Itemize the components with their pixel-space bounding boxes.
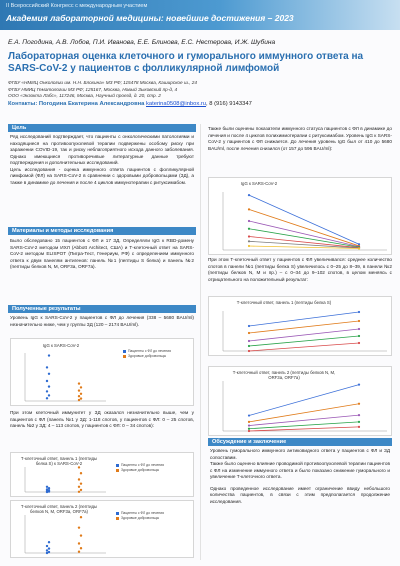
- data-point: [46, 549, 48, 551]
- affiliations: [8, 80, 393, 100]
- legend-label-hv: Здоровые добровольцы: [128, 354, 167, 358]
- chart-tcell-panel2-dynamics-title: Т-клеточный ответ, панель 2 (пептиды белков N, M, ORF3a, ORF7a): [232, 370, 336, 380]
- goal-paragraph-2: Цель исследования - оценка иммунного ответа пациентов с фолликулярной лимфомой (ФЛ) на SARS-CoV-2 в сравнении с здоровыми добровольцами (ЗД), а также в динамике до лечения и после 4 циклов иммунотерапии с ритуксимабом.: [10, 166, 194, 185]
- data-point: [248, 332, 250, 334]
- data-point: [78, 382, 80, 384]
- congress-title: Академия лабораторной медицины: новейшие достижения – 2023: [6, 13, 294, 23]
- section-heading-goal: Цель: [8, 124, 196, 132]
- data-point: [248, 220, 250, 222]
- data-point: [248, 350, 250, 352]
- data-point: [358, 414, 360, 416]
- conclusion-paragraph-3: Однако проведенное исследование имеет ограничение ввиду небольшого количества пациентов, в связи с этим предполагается продолжение исследования.: [210, 485, 390, 504]
- data-point: [248, 428, 250, 430]
- data-point: [358, 320, 360, 322]
- methods-text: Было обследовано 15 пациентов с ФЛ и 17 ЗД. Определяли IgG к RBD-домену SARS-CoV-2 методом ИХЛ (Abbott Architect, США) и Т-клеточный ответ на SARS-CoV-2 методом ELISPOT (Пигра-Тест, Генериум, РФ) с определением иммунного ответа к двум панелям антигенов: панель №1 (пептиды S белка) и панель №2 (пептиды белков N, M, ORF3a, ORF7a).: [10, 238, 194, 269]
- chart-tcell-panel1-dynamics-title: Т-клеточный ответ, панель 1 (пептиды белка S): [236, 300, 332, 305]
- data-point: [248, 430, 250, 432]
- data-point: [48, 551, 50, 553]
- congress-header: [0, 0, 400, 30]
- data-point: [80, 397, 82, 399]
- data-point: [248, 235, 250, 237]
- data-point: [46, 366, 48, 368]
- legend-label-fl: Пациенты с ФЛ до лечения: [121, 511, 164, 515]
- data-point: [80, 482, 82, 484]
- chart-igg-comparison: [10, 338, 194, 406]
- dynamics-text-1: Также были оценены показатели иммунного статуса пациентов с ФЛ в динамике до лечения и после 4 циклов полихимиотерапии с ритуксимабом. Уровень IgG к SARS-CoV-2 у пациентов с ФЛ снижается. До лечения уровень IgG был от 410 до 5680 BAU/ml, после лечения снизился (от 157 до 596 BAU/ml):: [208, 126, 392, 151]
- chart-tcell-panel1-comparison: [10, 452, 194, 497]
- data-point: [78, 395, 80, 397]
- data-point: [46, 390, 48, 392]
- data-point: [78, 542, 80, 544]
- data-point: [48, 547, 50, 549]
- chart-tcell-panel1-dynamics: [208, 296, 392, 356]
- chart-igg-dynamics-title: IgG к SARS-CoV-2: [240, 181, 278, 186]
- chart-tcell-panel2-dynamics: [208, 366, 392, 436]
- goal-text: [10, 134, 194, 186]
- series-line: [249, 195, 359, 244]
- legend-swatch-fl: [123, 350, 126, 353]
- poster-title: Лабораторная оценка клеточного и гуморального иммунного ответа на SARS-CoV-2 у пациентов с фолликулярной лимфомой: [8, 51, 364, 74]
- authors: Е.А. Погодина, А.В. Лобов, П.И. Иванова, Е.Е. Блинова, Е.С. Нестерова, И.Ж. Шубина: [8, 39, 276, 46]
- data-point: [78, 478, 80, 480]
- data-point: [358, 247, 360, 249]
- dynamics-text-2: При этом Т-клеточный ответ у пациентов с ФЛ увеличивался: среднее количество спотов в панели №1 (пептиды белка S) увеличилось с 0–25 до 8–39, в панели №2 (пептиды белков N, M и пр.) – с 0–34 до 9–102 спотов, в целом меняясь с отрицательного на положительный результат:: [208, 257, 392, 282]
- data-point: [78, 491, 80, 493]
- data-point: [46, 486, 48, 488]
- data-point: [248, 228, 250, 230]
- series-line: [249, 385, 359, 416]
- data-point: [78, 486, 80, 488]
- conclusion-text: [210, 448, 390, 505]
- data-point: [248, 240, 250, 242]
- data-point: [48, 385, 50, 387]
- data-point: [80, 393, 82, 395]
- data-point: [248, 245, 250, 247]
- data-point: [48, 373, 50, 375]
- data-point: [248, 345, 250, 347]
- section-heading-results: Полученные результаты: [8, 305, 196, 313]
- goal-paragraph-1: Ряд исследований подтверждает, что пациенты с онкологическими патологиями и находящиеся на противоопухолевой терапии подвержены особому риску при заражении COVID-19, так и риску неблагоприятного исхода данного заболевания. Однако имеющиеся противоречивые литературные данные требуют подтверждения и дополнительных исследований.: [10, 134, 194, 165]
- column-divider: [200, 124, 201, 560]
- legend-label-fl: Пациенты с ФЛ до лечения: [128, 349, 171, 353]
- data-point: [78, 389, 80, 391]
- chart-tcell-panel1-comparison-title: Т-клеточный ответ, панель 1 (пептиды белка S) к SARS-CoV-2: [20, 456, 98, 466]
- data-point: [358, 335, 360, 337]
- data-point: [248, 194, 250, 196]
- data-point: [358, 403, 360, 405]
- legend-swatch-hv: [116, 469, 119, 472]
- chart-tcell-panel1-legend: [116, 463, 164, 473]
- data-point: [78, 551, 80, 553]
- affiliation-3: ООО «Экзокта Лабс», 117246, Москва, Научный проезд, д. 20, стр. 2: [8, 93, 161, 99]
- section-heading-conclusion: Обсуждение и заключение: [208, 438, 392, 446]
- series-line: [249, 209, 359, 246]
- results-text-2: При этом клеточный иммунитет у ЗД оказался незначительно выше, чем у пациентов с ФЛ (панель №1 у ЗД: 1-118 спотов, у пациентов с ФЛ: 0 – 25 спотов, панель №2 у ЗД: 4 – 113 спотов, у пациентов с ФЛ: 0 – 34 спотов):: [10, 410, 194, 428]
- data-point: [48, 354, 50, 356]
- series-line: [249, 415, 359, 425]
- data-point: [80, 547, 82, 549]
- data-point: [48, 487, 50, 489]
- series-line: [249, 312, 359, 326]
- conclusion-paragraph-2: Также было оценено влияние проводимой противоопухолевой терапии пациентов с ФЛ на изменение иммунного ответа и было показано снижение гуморального и увеличение Т-клеточного ответа.: [210, 461, 390, 479]
- legend-label-fl: Пациенты с ФЛ до лечения: [121, 463, 164, 467]
- contact-email-link[interactable]: katerina0508@inbox.ru: [146, 101, 207, 107]
- data-point: [46, 545, 48, 547]
- data-point: [46, 488, 48, 490]
- chart-tcell-panel2-comparison-title: Т-клеточный ответ, панель 2 (пептиды белков N, M, ORF3a, ORF7a): [20, 504, 98, 514]
- legend-label-hv: Здоровые добровольцы: [121, 468, 160, 472]
- data-point: [358, 342, 360, 344]
- contacts: [8, 101, 252, 107]
- data-point: [48, 394, 50, 396]
- data-point: [78, 526, 80, 528]
- data-point: [248, 424, 250, 426]
- contacts-label: Контакты: Погодина Екатерина Александровна: [8, 101, 145, 107]
- data-point: [78, 466, 80, 468]
- data-point: [80, 489, 82, 491]
- legend-swatch-fl: [116, 464, 119, 467]
- series-line: [249, 221, 359, 247]
- section-heading-methods: Материалы и методы исследования: [8, 227, 196, 235]
- data-point: [358, 426, 360, 428]
- contact-phone: , 8 (916) 9143347: [206, 101, 252, 107]
- data-point: [358, 421, 360, 423]
- data-point: [358, 311, 360, 313]
- data-point: [46, 380, 48, 382]
- legend-swatch-fl: [116, 512, 119, 515]
- affiliation-1: ФГБУ «НМИЦ Онкологии им. Н.Н. Блохина» МЗ РФ; 115478 Москва, Каширское ш., 24: [8, 80, 197, 85]
- data-point: [46, 397, 48, 399]
- legend-label-hv: Здоровые добровольцы: [121, 516, 160, 520]
- data-point: [248, 325, 250, 327]
- data-point: [358, 328, 360, 330]
- data-point: [248, 421, 250, 423]
- conclusion-paragraph-1: Уровень гуморального иммунного антиковидного ответа у пациентов с ФЛ и ЗД сопоставим.: [210, 448, 390, 460]
- series-line: [249, 404, 359, 422]
- data-point: [48, 541, 50, 543]
- data-point: [80, 386, 82, 388]
- congress-name: II Всероссийский Конгресс с международным участием: [6, 3, 148, 9]
- data-point: [78, 399, 80, 401]
- chart-igg-dynamics: [208, 177, 392, 255]
- data-point: [80, 516, 82, 518]
- chart-igg-comparison-legend: [123, 349, 171, 359]
- chart-tcell-panel2-comparison: [10, 500, 194, 558]
- data-point: [248, 414, 250, 416]
- legend-swatch-hv: [116, 517, 119, 520]
- data-point: [358, 384, 360, 386]
- results-text-1: Уровень IgG к SARS-CoV-2 у пациентов с ФЛ до лечения (338 – 5680 BAU/ml) незначительно ниже, чем у группы ЗД (120 – 2174 BAU/ml).: [10, 315, 194, 327]
- chart-tcell-panel2-legend: [116, 511, 164, 521]
- data-point: [80, 534, 82, 536]
- legend-swatch-hv: [123, 355, 126, 358]
- chart-igg-comparison-title: IgG к SARS-CoV-2: [42, 343, 80, 348]
- data-point: [248, 340, 250, 342]
- data-point: [248, 208, 250, 210]
- data-point: [80, 472, 82, 474]
- affiliation-2: ФГБУ НМИЦ Гематологии МЗ РФ; 125167, Москва, Новый Зыковский пр-д, 4: [8, 86, 178, 92]
